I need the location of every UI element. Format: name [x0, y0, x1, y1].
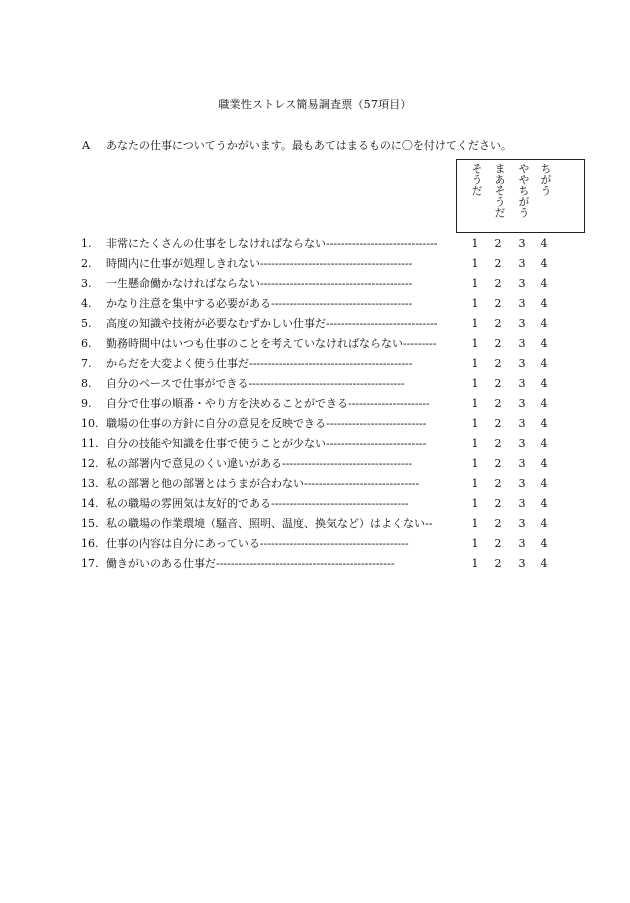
answer-option-2[interactable]: 2: [494, 497, 502, 510]
answer-option-3[interactable]: 3: [518, 377, 526, 390]
item-leader-dashes: ----------------------------------------: [259, 537, 409, 550]
answer-option-4[interactable]: 4: [540, 297, 548, 310]
item-number: 11.: [81, 437, 99, 450]
scale-header-box: [456, 159, 585, 233]
answer-option-4[interactable]: 4: [540, 497, 548, 510]
item-question: [106, 314, 456, 334]
item-leader-dashes: -------------------------------: [304, 477, 420, 490]
item-leader-dashes: ------------------------------: [326, 317, 438, 330]
answer-option-1[interactable]: 1: [471, 417, 479, 430]
item-leader-dashes: ---------: [403, 337, 437, 350]
item-number: 4.: [81, 297, 92, 310]
item-question: [106, 474, 456, 494]
answer-option-4[interactable]: 4: [540, 237, 548, 250]
item-leader-dashes: ---------------------------: [326, 417, 427, 430]
item-question-text: 私の部署内で意見のくい違いがある: [106, 457, 282, 470]
answer-option-3[interactable]: 3: [518, 477, 526, 490]
answer-option-2[interactable]: 2: [494, 337, 502, 350]
item-number: 10.: [81, 417, 99, 430]
answer-option-3[interactable]: 3: [518, 517, 526, 530]
item-question-text: 私の職場の雰囲気は友好的である: [106, 497, 271, 510]
answer-option-3[interactable]: 3: [518, 537, 526, 550]
list-item: [0, 554, 630, 574]
item-question: [106, 554, 456, 574]
answer-option-4[interactable]: 4: [540, 317, 548, 330]
item-question-text: 時間内に仕事が処理しきれない: [106, 257, 260, 270]
item-leader-dashes: -----------------------------------------: [260, 257, 413, 270]
answer-option-2[interactable]: 2: [494, 297, 502, 310]
answer-option-1[interactable]: 1: [471, 497, 479, 510]
answer-option-1[interactable]: 1: [471, 297, 479, 310]
answer-option-1[interactable]: 1: [471, 377, 479, 390]
item-number: 3.: [81, 277, 92, 290]
item-number: 15.: [81, 517, 99, 530]
answer-option-3[interactable]: 3: [518, 237, 526, 250]
item-question-text: 職場の仕事の方針に自分の意見を反映できる: [106, 417, 326, 430]
scale-header-2: まあそうだ: [493, 163, 506, 218]
list-item: [0, 494, 630, 514]
answer-option-4[interactable]: 4: [540, 337, 548, 350]
item-number: 1.: [81, 237, 92, 250]
answer-option-1[interactable]: 1: [471, 337, 479, 350]
answer-option-3[interactable]: 3: [518, 557, 526, 570]
answer-option-1[interactable]: 1: [471, 477, 479, 490]
answer-option-4[interactable]: 4: [540, 257, 548, 270]
answer-option-2[interactable]: 2: [494, 237, 502, 250]
item-number: 8.: [81, 377, 92, 390]
answer-option-4[interactable]: 4: [540, 397, 548, 410]
item-question: [106, 534, 456, 554]
item-number: 9.: [81, 397, 92, 410]
answer-option-4[interactable]: 4: [540, 557, 548, 570]
item-question: [106, 234, 456, 254]
answer-option-3[interactable]: 3: [518, 437, 526, 450]
item-leader-dashes: ---------------------------: [326, 437, 427, 450]
item-question: [106, 274, 456, 294]
answer-option-3[interactable]: 3: [518, 337, 526, 350]
answer-option-3[interactable]: 3: [518, 497, 526, 510]
item-question: [106, 454, 456, 474]
answer-option-3[interactable]: 3: [518, 397, 526, 410]
item-number: 7.: [81, 357, 92, 370]
item-question-text: 勤務時間中はいつも仕事のことを考えていなければならない: [106, 337, 403, 350]
answer-option-4[interactable]: 4: [540, 377, 548, 390]
item-question: [106, 394, 456, 414]
item-number: 12.: [81, 457, 99, 470]
list-item: [0, 354, 630, 374]
item-number: 14.: [81, 497, 99, 510]
list-item: [0, 434, 630, 454]
item-leader-dashes: --: [425, 517, 433, 530]
item-question-text: 非常にたくさんの仕事をしなければならない: [106, 237, 326, 250]
list-item: [0, 374, 630, 394]
item-question-text: かなり注意を集中する必要がある: [106, 297, 271, 310]
answer-option-1[interactable]: 1: [471, 237, 479, 250]
item-question-text: 働きがいのある仕事だ: [106, 557, 216, 570]
item-question: [106, 354, 456, 374]
item-question-text: 一生懸命働かなければならない: [106, 277, 260, 290]
answer-option-2[interactable]: 2: [494, 397, 502, 410]
item-question: [106, 514, 456, 534]
answer-option-3[interactable]: 3: [518, 257, 526, 270]
item-leader-dashes: ----------------------: [348, 397, 430, 410]
item-question: [106, 334, 456, 354]
answer-option-4[interactable]: 4: [540, 417, 548, 430]
item-question-text: 私の部署と他の部署とはうまが合わない: [106, 477, 304, 490]
answer-option-2[interactable]: 2: [494, 277, 502, 290]
answer-option-2[interactable]: 2: [494, 377, 502, 390]
item-number: 16.: [81, 537, 99, 550]
list-item: [0, 314, 630, 334]
answer-option-3[interactable]: 3: [518, 457, 526, 470]
list-item: [0, 274, 630, 294]
answer-option-1[interactable]: 1: [471, 257, 479, 270]
answer-option-1[interactable]: 1: [471, 457, 479, 470]
item-question: [106, 374, 456, 394]
item-question-text: 高度の知識や技術が必要なむずかしい仕事だ: [106, 317, 326, 330]
item-question-text: 自分のペースで仕事ができる: [106, 377, 249, 390]
answer-option-1[interactable]: 1: [471, 357, 479, 370]
item-number: 2.: [81, 257, 92, 270]
answer-option-1[interactable]: 1: [471, 537, 479, 550]
answer-option-4[interactable]: 4: [540, 357, 548, 370]
answer-option-2[interactable]: 2: [494, 317, 502, 330]
answer-option-2[interactable]: 2: [494, 537, 502, 550]
answer-option-1[interactable]: 1: [471, 317, 479, 330]
answer-option-3[interactable]: 3: [518, 277, 526, 290]
section-letter: A: [82, 139, 90, 152]
answer-option-2[interactable]: 2: [494, 457, 502, 470]
answer-option-4[interactable]: 4: [540, 477, 548, 490]
answer-option-1[interactable]: 1: [471, 557, 479, 570]
list-item: [0, 294, 630, 314]
item-leader-dashes: --------------------------------------------: [249, 357, 413, 370]
item-question: [106, 494, 456, 514]
answer-option-2[interactable]: 2: [494, 357, 502, 370]
answer-option-2[interactable]: 2: [494, 477, 502, 490]
item-leader-dashes: ------------------------------------------------: [216, 557, 395, 570]
item-leader-dashes: -----------------------------------------: [260, 277, 413, 290]
item-question-text: 私の職場の作業環境（騒音、照明、温度、換気など）はよくない: [106, 517, 425, 530]
item-question-text: 自分で仕事の順番・やり方を決めることができる: [106, 397, 348, 410]
item-number: 6.: [81, 337, 92, 350]
item-question-text: からだを大変よく使う仕事だ: [106, 357, 249, 370]
item-question: [106, 294, 456, 314]
scale-header-1: そうだ: [470, 163, 483, 196]
item-number: 13.: [81, 477, 99, 490]
page-title: 職業性ストレス簡易調査票（57項目）: [218, 98, 412, 111]
section-heading: [82, 137, 512, 153]
item-leader-dashes: -----------------------------------: [282, 457, 413, 470]
answer-option-4[interactable]: 4: [540, 517, 548, 530]
answer-option-2[interactable]: 2: [494, 437, 502, 450]
answer-option-3[interactable]: 3: [518, 417, 526, 430]
scale-header-4: ちがう: [539, 163, 552, 196]
item-leader-dashes: -------------------------------------: [271, 497, 409, 510]
list-item: [0, 394, 630, 414]
answer-option-2[interactable]: 2: [494, 257, 502, 270]
answer-option-1[interactable]: 1: [471, 277, 479, 290]
answer-option-1[interactable]: 1: [471, 397, 479, 410]
item-question-text: 仕事の内容は自分にあっている: [106, 537, 260, 550]
answer-option-2[interactable]: 2: [494, 417, 502, 430]
item-question-text: 自分の技能や知識を仕事で使うことが少ない: [106, 437, 326, 450]
item-leader-dashes: --------------------------------------: [271, 297, 413, 310]
item-leader-dashes: ------------------------------------------: [248, 377, 405, 390]
answer-option-4[interactable]: 4: [540, 457, 548, 470]
answer-option-3[interactable]: 3: [518, 297, 526, 310]
answer-option-2[interactable]: 2: [494, 517, 502, 530]
answer-option-3[interactable]: 3: [518, 357, 526, 370]
answer-option-3[interactable]: 3: [518, 317, 526, 330]
item-question: [106, 254, 456, 274]
list-item: [0, 414, 630, 434]
list-item: [0, 454, 630, 474]
scale-header-3: ややちがう: [517, 163, 530, 218]
list-item: [0, 474, 630, 494]
item-number: 5.: [81, 317, 92, 330]
answer-option-4[interactable]: 4: [540, 277, 548, 290]
list-item: [0, 234, 630, 254]
section-instruction: あなたの仕事についてうかがいます。最もあてはまるものに〇を付けてください。: [106, 139, 512, 152]
item-leader-dashes: ------------------------------: [326, 237, 438, 250]
item-question: [106, 434, 456, 454]
list-item: [0, 254, 630, 274]
list-item: [0, 334, 630, 354]
list-item: [0, 514, 630, 534]
answer-option-4[interactable]: 4: [540, 537, 548, 550]
list-item: [0, 534, 630, 554]
answer-option-2[interactable]: 2: [494, 557, 502, 570]
item-question: [106, 414, 456, 434]
answer-option-4[interactable]: 4: [540, 437, 548, 450]
answer-option-1[interactable]: 1: [471, 517, 479, 530]
item-number: 17.: [81, 557, 99, 570]
answer-option-1[interactable]: 1: [471, 437, 479, 450]
